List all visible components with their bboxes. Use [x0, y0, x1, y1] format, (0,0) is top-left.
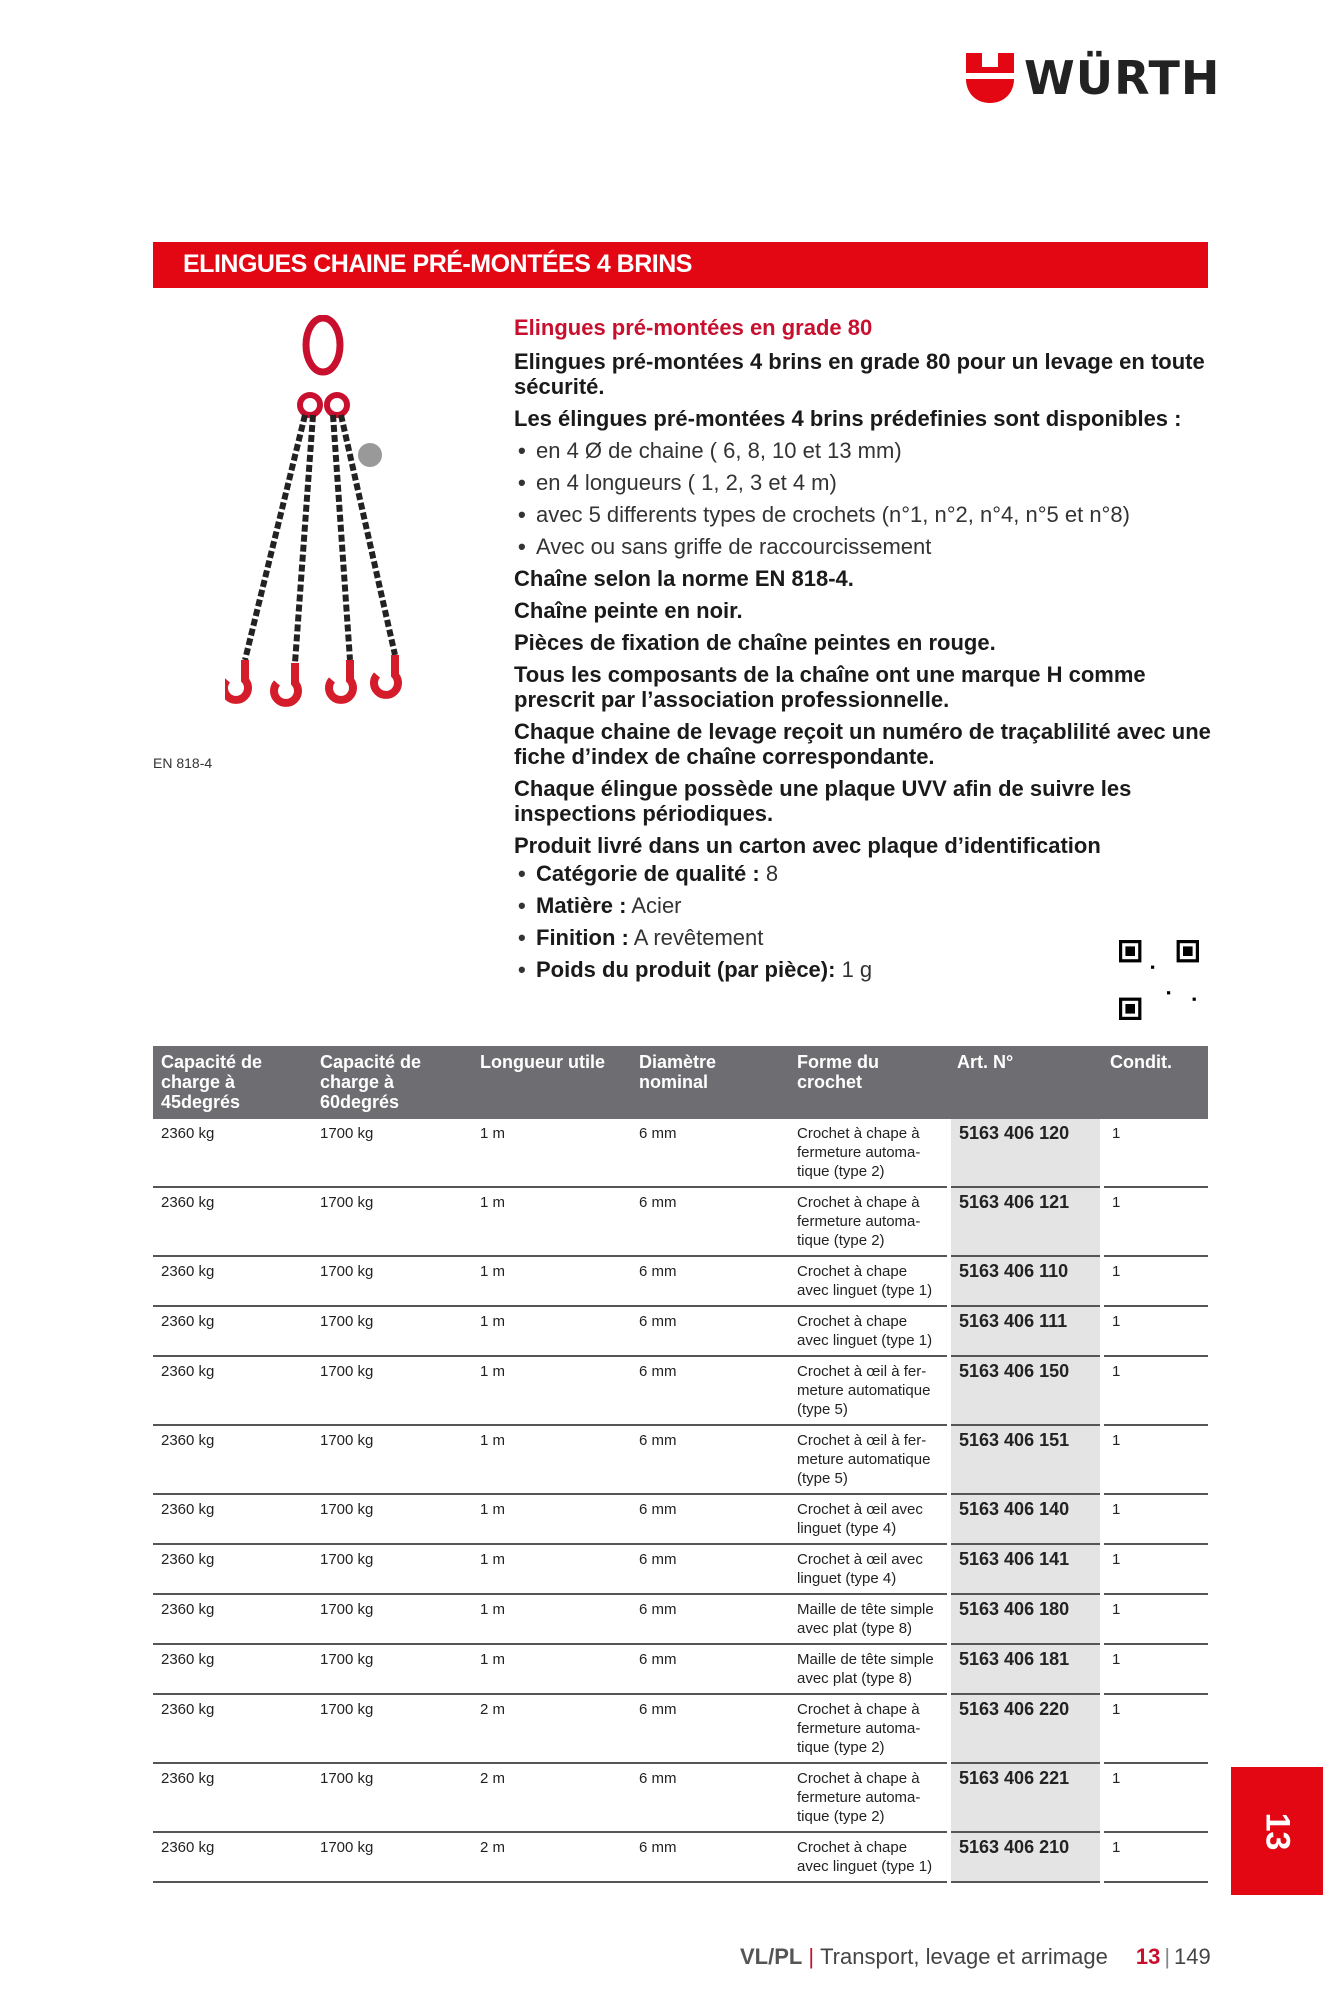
capacity-60-cell: 1700 kg — [312, 1256, 472, 1306]
length-cell: 2 m — [472, 1763, 631, 1832]
diameter-cell: 6 mm — [631, 1544, 789, 1594]
diameter-cell: 6 mm — [631, 1187, 789, 1256]
capacity-60-cell: 1700 kg — [312, 1306, 472, 1356]
desc-paragraph: Elingues pré-montées 4 brins en grade 80 pour un levage en toute sécurité. — [514, 349, 1205, 399]
hook-type-cell: Maille de tête simple avec plat (type 8) — [789, 1594, 949, 1644]
table-body — [153, 1119, 1208, 1882]
packaging-cell: 1 — [1102, 1119, 1208, 1187]
column-header: Forme du crochet — [789, 1046, 949, 1119]
packaging-cell: 1 — [1102, 1425, 1208, 1494]
diameter-cell: 6 mm — [631, 1425, 789, 1494]
wurth-logo-icon — [966, 53, 1014, 103]
table-row — [153, 1256, 1208, 1306]
hook-type-cell: Crochet à chape avec linguet (type 1) — [789, 1306, 949, 1356]
diameter-cell: 6 mm — [631, 1832, 789, 1882]
product-subtitle: Elingues pré-montées en grade 80 — [514, 315, 873, 340]
hook-type-cell: Crochet à chape avec linguet (type 1) — [789, 1256, 949, 1306]
desc-paragraph: Chaîne selon la norme EN 818-4. — [514, 566, 854, 591]
hook-type-cell: Maille de tête simple avec plat (type 8) — [789, 1644, 949, 1694]
packaging-cell: 1 — [1102, 1594, 1208, 1644]
diameter-cell: 6 mm — [631, 1694, 789, 1763]
capacity-45-cell: 2360 kg — [153, 1494, 312, 1544]
diameter-cell: 6 mm — [631, 1256, 789, 1306]
desc-paragraph: Chaque chaine de levage reçoit un numéro de traçablilité avec une fiche d’index de chaîne correspondante. — [514, 719, 1211, 769]
footer-category: VL/PL — [740, 1944, 803, 1969]
length-cell: 1 m — [472, 1544, 631, 1594]
packaging-cell: 1 — [1102, 1694, 1208, 1763]
desc-paragraph: Produit livré dans un carton avec plaque d’identification — [514, 833, 1101, 858]
article-number-cell[interactable]: 5163 406 140 — [949, 1494, 1102, 1544]
hook-type-cell: Crochet à œil à fer-meture automatique (type 5) — [789, 1425, 949, 1494]
attribute-item: • Poids du produit (par pièce): 1 g — [514, 957, 1214, 982]
table-header — [153, 1046, 1208, 1119]
table-row — [153, 1644, 1208, 1694]
packaging-cell: 1 — [1102, 1306, 1208, 1356]
diameter-cell: 6 mm — [631, 1644, 789, 1694]
table-row — [153, 1306, 1208, 1356]
article-number-cell[interactable]: 5163 406 121 — [949, 1187, 1102, 1256]
desc-paragraph: Chaîne peinte en noir. — [514, 598, 743, 623]
length-cell: 1 m — [472, 1256, 631, 1306]
brand-name: WÜRTH — [1024, 51, 1221, 105]
capacity-60-cell: 1700 kg — [312, 1544, 472, 1594]
list-item: • en 4 longueurs ( 1, 2, 3 et 4 m) — [514, 470, 1214, 495]
diameter-cell: 6 mm — [631, 1494, 789, 1544]
hook-type-cell: Crochet à chape à fermeture automa-tique (type 2) — [789, 1694, 949, 1763]
footer-chapter: 13 — [1135, 1944, 1161, 1969]
table-row — [153, 1425, 1208, 1494]
list-item: • en 4 Ø de chaine ( 6, 8, 10 et 13 mm) — [514, 438, 1214, 463]
product-table — [153, 1046, 1208, 1883]
diameter-cell: 6 mm — [631, 1306, 789, 1356]
length-cell: 1 m — [472, 1644, 631, 1694]
table-row — [153, 1187, 1208, 1256]
capacity-45-cell: 2360 kg — [153, 1256, 312, 1306]
hook-type-cell: Crochet à chape à fermeture automa-tique (type 2) — [789, 1119, 949, 1187]
packaging-cell: 1 — [1102, 1644, 1208, 1694]
capacity-60-cell: 1700 kg — [312, 1832, 472, 1882]
article-number-cell[interactable]: 5163 406 150 — [949, 1356, 1102, 1425]
length-cell: 1 m — [472, 1356, 631, 1425]
packaging-cell: 1 — [1102, 1763, 1208, 1832]
table-row — [153, 1494, 1208, 1544]
article-number-cell[interactable]: 5163 406 181 — [949, 1644, 1102, 1694]
article-number-cell[interactable]: 5163 406 141 — [949, 1544, 1102, 1594]
norm-caption: EN 818-4 — [153, 755, 213, 771]
capacity-45-cell: 2360 kg — [153, 1594, 312, 1644]
article-number-cell[interactable]: 5163 406 110 — [949, 1256, 1102, 1306]
table-row — [153, 1356, 1208, 1425]
column-header: Condit. — [1102, 1046, 1208, 1119]
capacity-60-cell: 1700 kg — [312, 1594, 472, 1644]
attribute-item: • Catégorie de qualité : 8 — [514, 861, 1214, 886]
table-row — [153, 1119, 1208, 1187]
desc-paragraph: Tous les composants de la chaîne ont une marque H comme prescrit par l’association professionnelle. — [514, 662, 1146, 712]
article-number-cell[interactable]: 5163 406 151 — [949, 1425, 1102, 1494]
length-cell: 2 m — [472, 1694, 631, 1763]
wurth-logo — [966, 51, 1220, 105]
capacity-45-cell: 2360 kg — [153, 1356, 312, 1425]
article-number-cell[interactable]: 5163 406 220 — [949, 1694, 1102, 1763]
packaging-cell: 1 — [1102, 1256, 1208, 1306]
list-item: • avec 5 differents types de crochets (n°1, n°2, n°4, n°5 et n°8) — [514, 502, 1214, 527]
column-header: Capacité de charge à 60degrés — [312, 1046, 472, 1119]
column-header: Diamètre nominal — [631, 1046, 789, 1119]
packaging-cell: 1 — [1102, 1494, 1208, 1544]
capacity-60-cell: 1700 kg — [312, 1494, 472, 1544]
hook-type-cell: Crochet à chape à fermeture automa-tique (type 2) — [789, 1763, 949, 1832]
capacity-60-cell: 1700 kg — [312, 1644, 472, 1694]
article-number-cell[interactable]: 5163 406 210 — [949, 1832, 1102, 1882]
article-number-cell[interactable]: 5163 406 120 — [949, 1119, 1102, 1187]
length-cell: 1 m — [472, 1425, 631, 1494]
diameter-cell: 6 mm — [631, 1356, 789, 1425]
capacity-60-cell: 1700 kg — [312, 1763, 472, 1832]
capacity-45-cell: 2360 kg — [153, 1119, 312, 1187]
capacity-45-cell: 2360 kg — [153, 1644, 312, 1694]
length-cell: 1 m — [472, 1119, 631, 1187]
diameter-cell: 6 mm — [631, 1763, 789, 1832]
column-header: Capacité de charge à 45degrés — [153, 1046, 312, 1119]
table-row — [153, 1694, 1208, 1763]
column-header: Art. N° — [949, 1046, 1102, 1119]
column-header: Longueur utile — [472, 1046, 631, 1119]
table-row — [153, 1832, 1208, 1882]
capacity-45-cell: 2360 kg — [153, 1187, 312, 1256]
capacity-60-cell: 1700 kg — [312, 1356, 472, 1425]
packaging-cell: 1 — [1102, 1832, 1208, 1882]
footer-section: Transport, levage et arrimage — [820, 1944, 1108, 1969]
capacity-45-cell: 2360 kg — [153, 1306, 312, 1356]
footer-page-number: 149 — [1174, 1944, 1211, 1969]
attribute-item: • Matière : Acier — [514, 893, 1214, 918]
attribute-list — [514, 861, 1214, 982]
chain-sling-image — [225, 315, 425, 710]
attribute-item: • Finition : A revêtement — [514, 925, 1214, 950]
hook-type-cell: Crochet à œil à fer-meture automatique (type 5) — [789, 1356, 949, 1425]
chapter-tab[interactable]: 13 — [1231, 1767, 1323, 1895]
length-cell: 2 m — [472, 1832, 631, 1882]
desc-paragraph: Les élingues pré-montées 4 brins prédefinies sont disponibles : — [514, 406, 1182, 431]
packaging-cell: 1 — [1102, 1187, 1208, 1256]
capacity-45-cell: 2360 kg — [153, 1425, 312, 1494]
capacity-60-cell: 1700 kg — [312, 1425, 472, 1494]
article-number-cell[interactable]: 5163 406 221 — [949, 1763, 1102, 1832]
length-cell: 1 m — [472, 1594, 631, 1644]
length-cell: 1 m — [472, 1306, 631, 1356]
diameter-cell: 6 mm — [631, 1119, 789, 1187]
list-item: • Avec ou sans griffe de raccourcissement — [514, 534, 1214, 559]
hook-type-cell: Crochet à chape à fermeture automa-tique (type 2) — [789, 1187, 949, 1256]
capacity-45-cell: 2360 kg — [153, 1694, 312, 1763]
table-row — [153, 1544, 1208, 1594]
desc-paragraph: Chaque élingue possède une plaque UVV afin de suivre les inspections périodiques. — [514, 776, 1132, 826]
table-row — [153, 1763, 1208, 1832]
availability-list — [514, 438, 1214, 559]
hook-type-cell: Crochet à œil avec linguet (type 4) — [789, 1494, 949, 1544]
table-row — [153, 1594, 1208, 1644]
packaging-cell: 1 — [1102, 1356, 1208, 1425]
capacity-45-cell: 2360 kg — [153, 1544, 312, 1594]
capacity-60-cell: 1700 kg — [312, 1119, 472, 1187]
capacity-45-cell: 2360 kg — [153, 1832, 312, 1882]
length-cell: 1 m — [472, 1187, 631, 1256]
hook-type-cell: Crochet à œil avec linguet (type 4) — [789, 1544, 949, 1594]
desc-paragraph: Pièces de fixation de chaîne peintes en rouge. — [514, 630, 996, 655]
capacity-60-cell: 1700 kg — [312, 1187, 472, 1256]
product-description — [514, 315, 1214, 989]
diameter-cell: 6 mm — [631, 1594, 789, 1644]
qr-code[interactable] — [1119, 940, 1199, 1020]
capacity-45-cell: 2360 kg — [153, 1763, 312, 1832]
length-cell: 1 m — [472, 1494, 631, 1544]
capacity-60-cell: 1700 kg — [312, 1694, 472, 1763]
packaging-cell: 1 — [1102, 1544, 1208, 1594]
article-number-cell[interactable]: 5163 406 180 — [949, 1594, 1102, 1644]
section-title: ELINGUES CHAINE PRÉ-MONTÉES 4 BRINS — [153, 242, 1208, 288]
page-footer: VL/PL | Transport, levage et arrimage 13 | 149 — [740, 1944, 1211, 1969]
article-number-cell[interactable]: 5163 406 111 — [949, 1306, 1102, 1356]
hook-type-cell: Crochet à chape avec linguet (type 1) — [789, 1832, 949, 1882]
